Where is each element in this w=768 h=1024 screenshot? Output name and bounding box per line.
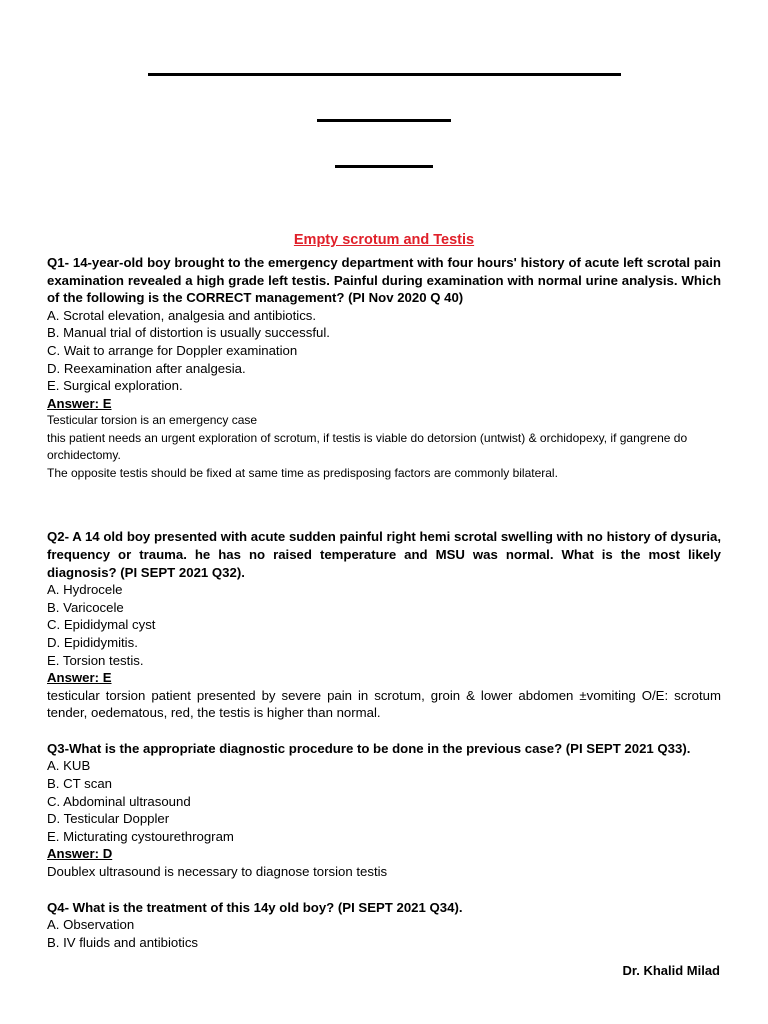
option-b: B. IV fluids and antibiotics [47, 934, 199, 950]
header-rule-long [148, 73, 621, 76]
option-d: D. Testicular Doppler [47, 811, 170, 827]
question-block-1 [47, 254, 721, 482]
option-c: C. Wait to arrange for Doppler examination [47, 342, 298, 358]
document-body [47, 254, 721, 951]
answer-label: Answer: D [47, 846, 113, 862]
option-e: E. Torsion testis. [47, 652, 144, 668]
question-block-3 [47, 740, 721, 881]
page-title: Empty scrotum and Testis [293, 232, 475, 248]
option-d: D. Epididymitis. [47, 634, 138, 650]
question-text: Q3-What is the appropriate diagnostic procedure to be done in the previous case? (PI SEPT 2021 Q33). [47, 740, 691, 756]
option-a: A. Observation [47, 917, 135, 933]
option-b: B. Manual trial of distortion is usually successful. [47, 325, 330, 341]
question-block-4 [47, 899, 721, 952]
option-a: A. Scrotal elevation, analgesia and antibiotics. [47, 307, 317, 323]
explanation-line: testicular torsion patient presented by severe pain in scrotum, groin & lower abdomen ±vomiting O/E: scrotum tender, oedematous, red, the testis is higher than normal. [47, 687, 721, 721]
question-text: Q4- What is the treatment of this 14y old boy? (PI SEPT 2021 Q34). [47, 899, 463, 915]
option-e: E. Micturating cystourethrogram [47, 828, 234, 844]
option-c: C. Epididymal cyst [47, 617, 156, 633]
header-rule-medium [317, 119, 451, 122]
question-text: Q2- A 14 old boy presented with acute sudden painful right hemi scrotal swelling with no history of dysuria, frequency or trauma. he has no raised temperature and MSU was normal. What is the most likely diagnosis? (PI SEPT 2021 Q32). [47, 529, 721, 580]
option-b: B. CT scan [47, 776, 112, 792]
option-c: C. Abdominal ultrasound [47, 793, 191, 809]
question-text: Q1- 14-year-old boy brought to the emergency department with four hours' history of acute left scrotal pain examination revealed a high grade left testis. Painful during examination with normal urine analysis. Which of the following is the CORRECT management? (PI Nov 2020 Q 40) [47, 255, 721, 306]
option-e: E. Surgical exploration. [47, 378, 183, 394]
option-a: A. Hydrocele [47, 582, 123, 598]
answer-label: Answer: E [47, 395, 112, 411]
option-b: B. Varicocele [47, 599, 124, 615]
answer-label: Answer: E [47, 670, 112, 686]
option-a: A. KUB [47, 758, 91, 774]
explanation-line: Testicular torsion is an emergency case [47, 413, 258, 428]
author-signature: Dr. Khalid Milad [622, 963, 720, 978]
option-d: D. Reexamination after analgesia. [47, 360, 246, 376]
explanation-line: Doublex ultrasound is necessary to diagnose torsion testis [47, 864, 388, 880]
explanation-line: this patient needs an urgent exploration of scrotum, if testis is viable do detorsion (untwist) & orchidopexy, if gangrene do orchidectomy. [47, 430, 688, 463]
question-block-2 [47, 528, 721, 722]
explanation-line: The opposite testis should be fixed at same time as predisposing factors are commonly bilateral. [47, 465, 558, 480]
header-rule-short [335, 165, 433, 168]
